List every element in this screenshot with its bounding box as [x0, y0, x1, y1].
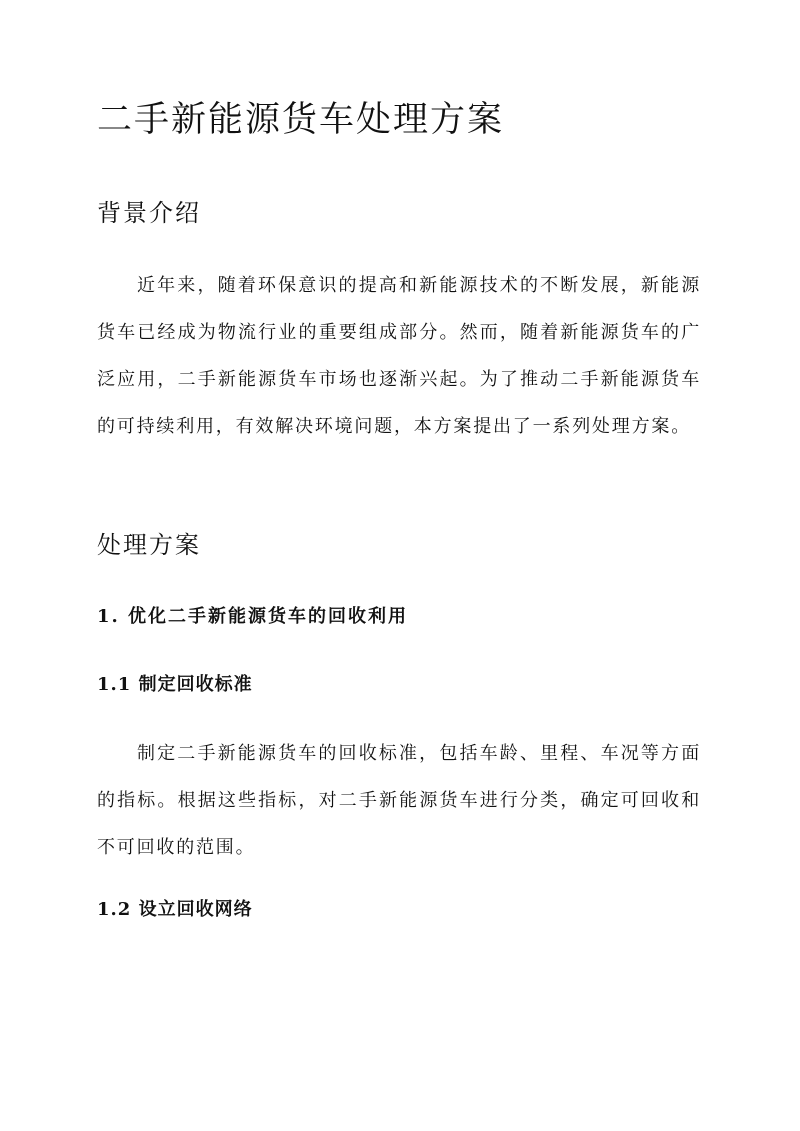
document-title: 二手新能源货车处理方案: [97, 100, 505, 140]
background-paragraph: 近年来，随着环保意识的提高和新能源技术的不断发展，新能源货车已经成为物流行业的重要组成部分。然而，随着新能源货车的广泛应用，二手新能源货车市场也逐渐兴起。为了推动二手新能源货车的可持续利用，有效解决环境问题，本方案提出了一系列处理方案。: [97, 275, 701, 437]
item-heading-1-1: 1.1 制定回收标准: [97, 674, 253, 695]
subsection-heading-1: 1. 优化二手新能源货车的回收利用: [97, 606, 409, 627]
section-heading-background: 背景介绍: [97, 199, 201, 227]
item-1-1-paragraph: 制定二手新能源货车的回收标准，包括车龄、里程、车况等方面的指标。根据这些指标，对二手新能源货车进行分类，确定可回收和不可回收的范围。: [97, 743, 701, 858]
item-heading-1-2: 1.2 设立回收网络: [97, 899, 253, 920]
section-heading-plan: 处理方案: [97, 531, 201, 559]
